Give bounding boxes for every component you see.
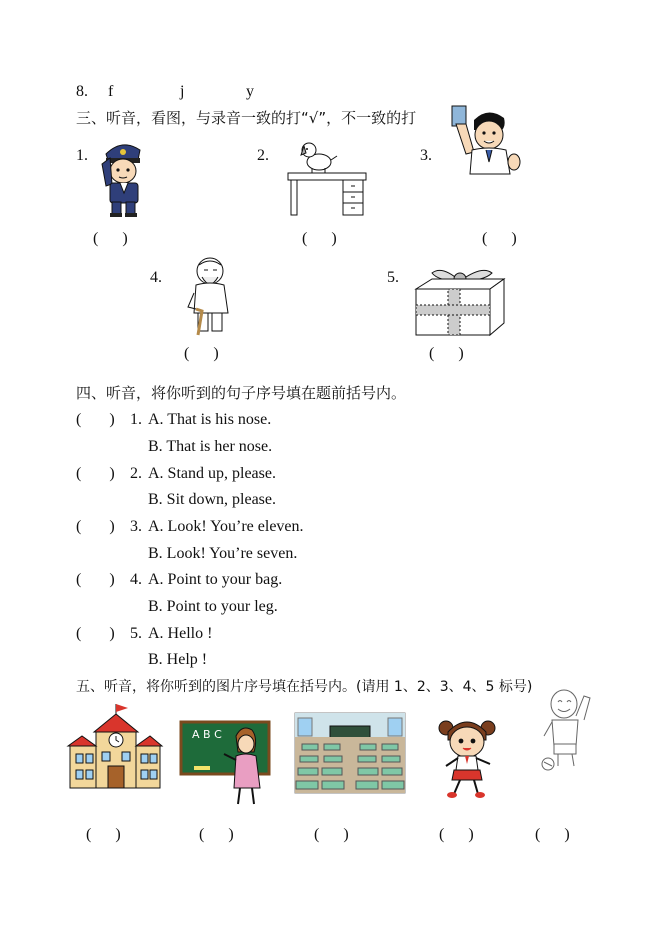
section5-heading: 五、听音，将你听到的图片序号填在括号内。(请用 1、2、3、4、5 标号) (76, 679, 533, 695)
letter-1: f (108, 83, 114, 100)
school-building-icon (64, 702, 164, 794)
s4-q3-option-b: B. Look! You’re seven. (148, 545, 298, 562)
s4-q1-option-b: B. That is her nose. (148, 438, 273, 455)
s3-answer-paren-2[interactable]: ( ) (302, 230, 337, 247)
s3-answer-paren-1[interactable]: ( ) (93, 230, 128, 247)
s5-answer-paren-5[interactable]: ( ) (535, 826, 570, 843)
boy-waving-icon (536, 686, 596, 772)
s3-number-2: 2. (257, 147, 269, 164)
s4-number-3: 3. (130, 518, 142, 535)
section4-heading: 四、听音，将你听到的句子序号填在题前括号内。 (76, 384, 407, 402)
dog-on-desk-icon (285, 136, 370, 218)
s3-number-1: 1. (76, 147, 88, 164)
s3-number-3: 3. (420, 147, 432, 164)
s4-number-4: 4. (130, 571, 142, 588)
s4-answer-paren-1[interactable]: ( ) (76, 411, 115, 428)
s4-q1-option-a: A. That is his nose. (148, 411, 272, 428)
s3-number-5: 5. (387, 269, 399, 286)
s4-answer-paren-2[interactable]: ( ) (76, 465, 115, 482)
s4-q2-option-b: B. Sit down, please. (148, 491, 276, 508)
s5-answer-paren-3[interactable]: ( ) (314, 826, 349, 843)
s5-answer-paren-1[interactable]: ( ) (86, 826, 121, 843)
girl-icon (436, 712, 498, 800)
s3-answer-paren-5[interactable]: ( ) (429, 345, 464, 362)
letter-2: j (180, 83, 185, 100)
s3-number-4: 4. (150, 269, 162, 286)
s4-number-1: 1. (130, 411, 142, 428)
s4-q2-option-a: A. Stand up, please. (148, 465, 276, 482)
s5-answer-paren-4[interactable]: ( ) (439, 826, 474, 843)
s4-q4-option-b: B. Point to your leg. (148, 598, 278, 615)
s4-q5-option-a: A. Hello ! (148, 625, 213, 642)
s4-q4-option-a: A. Point to your bag. (148, 571, 283, 588)
classroom-icon (294, 712, 406, 794)
s4-number-5: 5. (130, 625, 142, 642)
s4-number-2: 2. (130, 465, 142, 482)
s4-q5-option-b: B. Help ! (148, 651, 208, 668)
s4-q3-option-a: A. Look! You’re eleven. (148, 518, 304, 535)
s4-answer-paren-4[interactable]: ( ) (76, 571, 115, 588)
s4-answer-paren-3[interactable]: ( ) (76, 518, 115, 535)
blackboard-text: A B C (192, 728, 222, 741)
teacher-blackboard-icon (180, 718, 272, 806)
line8-number: 8. (76, 83, 88, 100)
s3-answer-paren-4[interactable]: ( ) (184, 345, 219, 362)
gift-box-icon (414, 263, 506, 339)
boy-with-book-icon (444, 100, 526, 182)
letter-3: y (246, 83, 254, 100)
old-man-with-cane-icon (182, 255, 244, 337)
s5-answer-paren-2[interactable]: ( ) (199, 826, 234, 843)
s4-answer-paren-5[interactable]: ( ) (76, 625, 115, 642)
policeman-icon (92, 138, 152, 218)
s3-answer-paren-3[interactable]: ( ) (482, 230, 517, 247)
section3-heading: 三、听音，看图，与录音一致的打“√”，不一致的打 (76, 109, 417, 127)
